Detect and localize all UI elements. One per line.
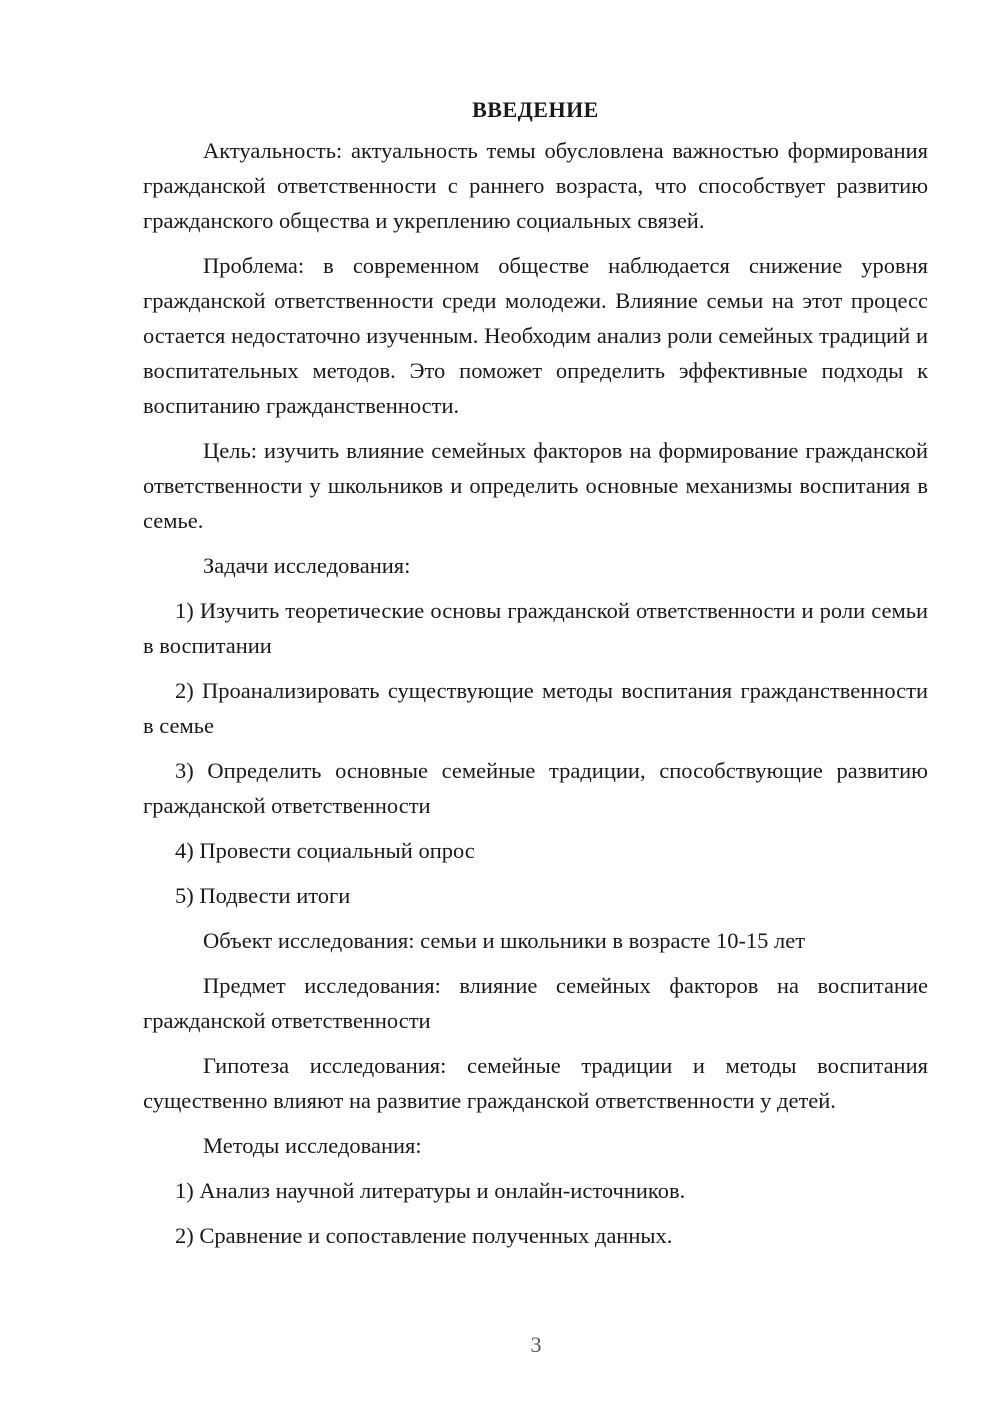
tasks-heading: Задачи исследования: (203, 553, 411, 578)
hypothesis-paragraph: Гипотеза исследования: семейные традиции и методы воспитания существенно влияют на развитие гражданской ответственности у детей. (143, 1053, 928, 1113)
page-number: 3 (530, 1332, 542, 1357)
problem-paragraph: Проблема: в современном обществе наблюдается снижение уровня гражданской ответственности среди молодежи. Влияние семьи на этот процесс остается недостаточно изученным. Необходим анализ роли семейных традиций и воспитательных методов. Это поможет определить эффективные подходы к воспитанию гражданственности. (143, 253, 928, 418)
task-item: 5) Подвести итоги (175, 883, 351, 908)
method-item: 2) Сравнение и сопоставление полученных данных. (175, 1223, 673, 1248)
subject-paragraph: Предмет исследования: влияние семейных факторов на воспитание гражданской ответственности (143, 973, 928, 1033)
task-item: 2) Проанализировать существующие методы воспитания гражданственности в семье (143, 678, 928, 738)
task-item: 1) Изучить теоретические основы гражданской ответственности и роли семьи в воспитании (143, 598, 928, 658)
task-item: 4) Провести социальный опрос (175, 838, 475, 863)
methods-heading: Методы исследования: (203, 1133, 422, 1158)
page-content (143, 92, 928, 1263)
method-item: 1) Анализ научной литературы и онлайн-источников. (175, 1178, 686, 1203)
goal-paragraph: Цель: изучить влияние семейных факторов на формирование гражданской ответственности у школьников и определить основные механизмы воспитания в семье. (143, 438, 928, 533)
object-paragraph: Объект исследования: семьи и школьники в возрасте 10-15 лет (203, 928, 806, 953)
section-title: ВВЕДЕНИЕ (472, 97, 599, 122)
relevance-paragraph: Актуальность: актуальность темы обусловлена важностью формирования гражданской ответственности с раннего возраста, что способствует развитию гражданского общества и укреплению социальных связей. (143, 138, 928, 233)
task-item: 3) Определить основные семейные традиции, способствующие развитию гражданской ответственности (143, 758, 928, 818)
